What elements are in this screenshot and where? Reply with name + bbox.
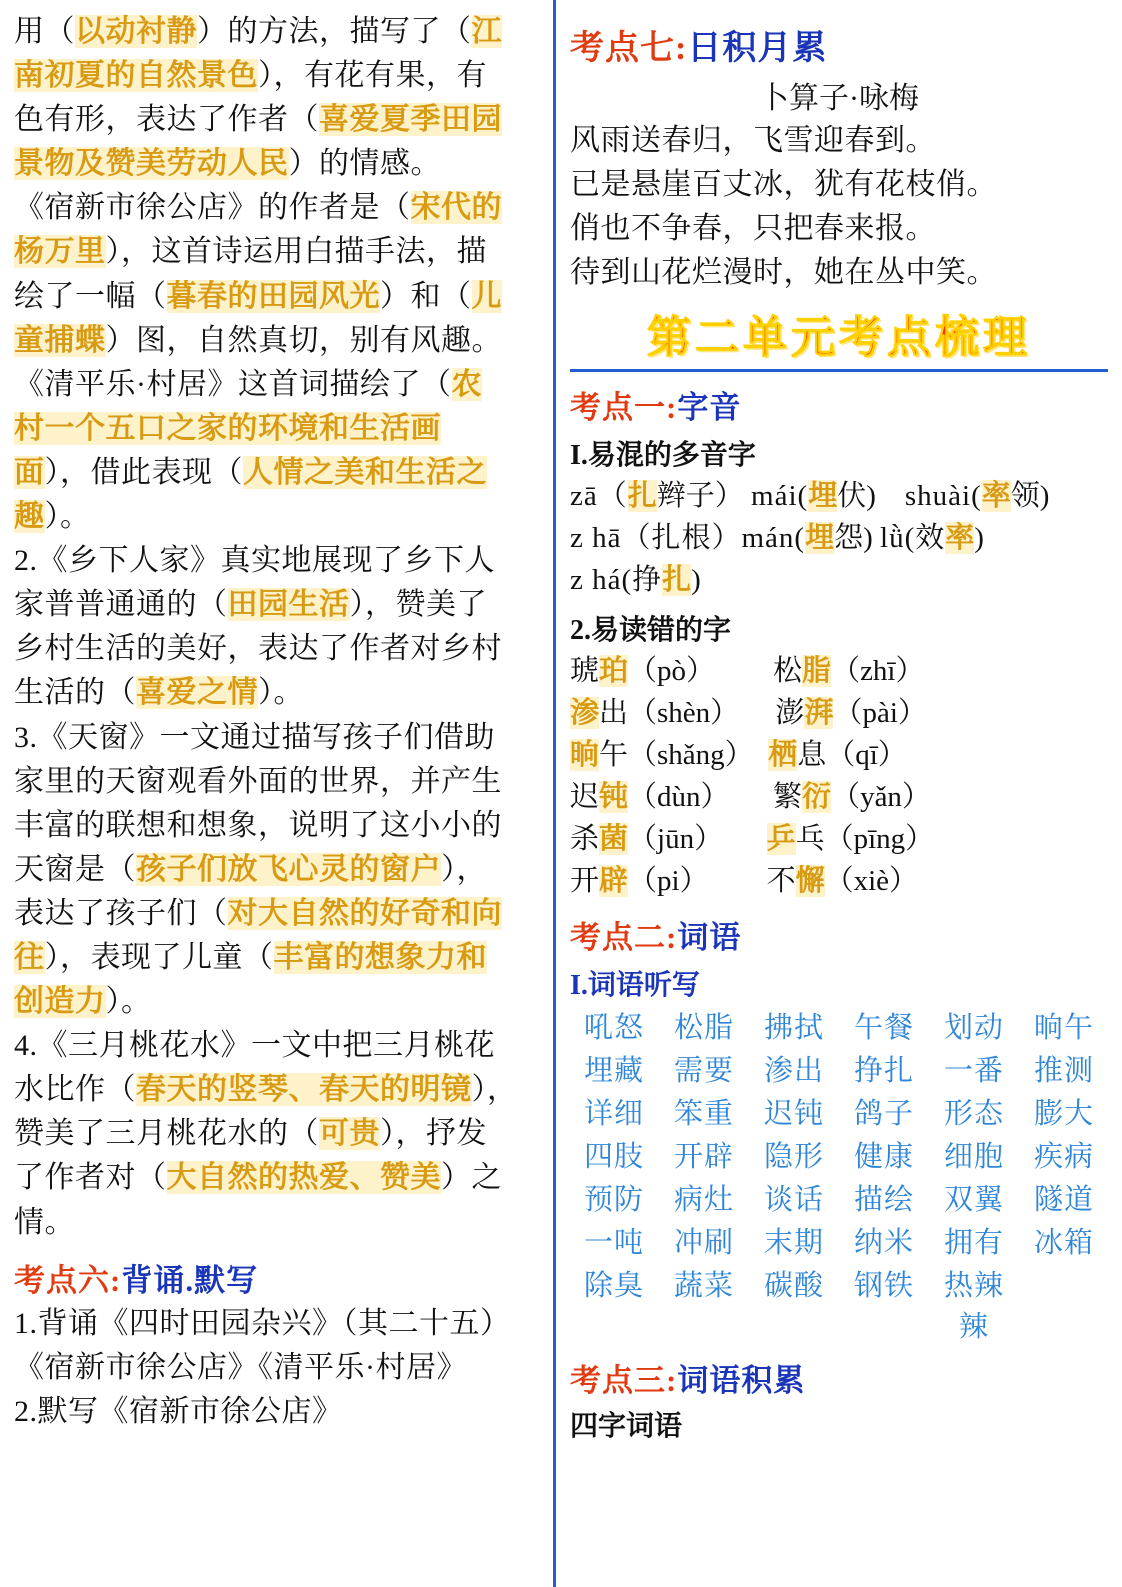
word-item: 隐形	[763, 1140, 824, 1173]
word-item: 挣扎	[853, 1054, 914, 1087]
heading2-prefix: 考点二:	[570, 919, 678, 955]
word-item: 迟钝	[763, 1097, 824, 1130]
char-row: 晌午（shǎng） 栖息（qī）	[570, 738, 907, 771]
right-column	[556, 0, 1122, 1587]
body-line: 创造力）。	[14, 985, 152, 1019]
section-heading-3	[570, 1355, 1108, 1400]
poem-title: 卜算子·咏梅	[759, 82, 919, 115]
subheading-tingxie: I.词语听写	[570, 969, 700, 1001]
section-heading-1	[570, 382, 1108, 427]
body-line: 往），表现了儿童（丰富的想象力和	[14, 940, 487, 974]
body-line: 《宿新市徐公店》的作者是（宋代的	[14, 191, 502, 225]
word-item: 双翼	[943, 1183, 1004, 1216]
word-item: 晌午	[1033, 1011, 1094, 1044]
word-item: 推测	[1033, 1054, 1094, 1087]
body-line: 童捕蝶）图，自然真切，别有风趣。	[14, 323, 502, 357]
body-line: 用（以动衬静）的方法，描写了（江	[14, 15, 502, 48]
word-item: 形态	[943, 1097, 1004, 1130]
body-line: 表达了孩子们（对大自然的好奇和向	[14, 896, 502, 930]
word-item: 冰箱	[1033, 1226, 1094, 1259]
word-item: 四肢	[583, 1140, 644, 1173]
body-line: 了作者对（大自然的热爱、赞美）之	[14, 1161, 502, 1195]
word-item: 松脂	[673, 1011, 734, 1044]
body-line: 家普普通通的（田园生活），赞美了	[14, 588, 487, 622]
body-line: 丰富的联想和想象，说明了这小小的	[14, 808, 502, 842]
section-heading-6	[14, 1255, 539, 1300]
body-line: 情。	[14, 1205, 75, 1239]
poem-line: 待到山花烂漫时，她在丛中笑。	[570, 256, 997, 290]
char-row: 开辟（pi） 不懈（xiè）	[570, 864, 919, 897]
pinyin-row: zā（扎辫子） mái(埋伏) shuài(率领)	[570, 480, 1050, 513]
word-item: 病灶	[673, 1183, 734, 1216]
heading3-prefix: 考点三:	[570, 1362, 678, 1398]
heading7-title: 日积月累	[687, 30, 828, 67]
body-line: 绘了一幅（暮春的田园风光）和（儿	[14, 279, 502, 313]
word-item: 鸽子	[853, 1097, 914, 1130]
body-line: 家里的天窗观看外面的世界，并产生	[14, 764, 502, 798]
word-item: 开辟	[673, 1140, 734, 1173]
word-item: 笨重	[673, 1097, 734, 1130]
word-item: 碳酸	[763, 1269, 824, 1302]
heading6-prefix: 考点六:	[14, 1262, 122, 1298]
heading1-title: 字音	[677, 390, 742, 426]
word-item: 健康	[853, 1140, 914, 1173]
word-item: 谈话	[763, 1183, 824, 1216]
body-line: 赞美了三月桃花水的（可贵），抒发	[14, 1117, 487, 1151]
word-item: 末期	[763, 1226, 824, 1259]
word-item: 渗出	[763, 1054, 824, 1087]
word-item: 午餐	[853, 1011, 914, 1044]
word-item: 划动	[943, 1011, 1004, 1044]
divider	[570, 369, 1108, 372]
recite-line: 《宿新市徐公店》《清平乐·村居》	[14, 1350, 467, 1384]
body-line: 色有形，表达了作者（喜爱夏季田园	[14, 103, 502, 137]
poem-line: 已是悬崖百丈冰，犹有花枝俏。	[570, 168, 997, 202]
pinyin-row: z há(挣扎)	[570, 564, 701, 597]
body-line: 4.《三月桃花水》一文中把三月桃花	[14, 1029, 495, 1063]
word-item: 热辣辣	[943, 1269, 1004, 1343]
body-line: 乡村生活的美好，表达了作者对乡村	[14, 632, 502, 666]
word-item: 描绘	[853, 1183, 914, 1216]
body-line: 景物及赞美劳动人民）的情感。	[14, 147, 441, 181]
body-line: 村一个五口之家的环境和生活画	[14, 411, 441, 445]
left-column	[0, 0, 556, 1587]
pinyin-row: z hā（扎根）mán(埋怨) lǜ(效率)	[570, 522, 984, 555]
body-line: 南初夏的自然景色），有花有果，有	[14, 59, 487, 93]
word-item: 吼怒	[583, 1011, 644, 1044]
subheading-yiducuo: 2.易读错的字	[570, 614, 732, 646]
word-item: 一番	[943, 1054, 1004, 1087]
recite-line: 2.默写《宿新市徐公店》	[14, 1394, 343, 1428]
word-item: 纳米	[853, 1226, 914, 1259]
word-item: 钢铁	[853, 1269, 914, 1302]
word-list	[570, 1005, 1108, 1345]
heading2-title: 词语	[677, 919, 742, 955]
word-item: 详细	[583, 1097, 644, 1130]
word-item: 膨大	[1033, 1097, 1094, 1130]
word-item: 除臭	[583, 1269, 644, 1302]
body-line: 2.《乡下人家》真实地展现了乡下人	[14, 544, 495, 578]
word-item: 蔬菜	[673, 1269, 734, 1302]
subheading-duoyinzi: I.易混的多音字	[570, 440, 756, 472]
heading7-prefix: 考点七:	[570, 30, 688, 67]
body-line: 《清平乐·村居》这首词描绘了（农	[14, 367, 482, 401]
heading3-title: 词语积累	[677, 1362, 806, 1398]
poem-line: 风雨送春归，飞雪迎春到。	[570, 124, 936, 157]
char-row: 迟钝（dùn） 繁衍（yǎn）	[570, 780, 931, 813]
body-line: 面），借此表现（人情之美和生活之	[14, 455, 487, 489]
body-line: 生活的（喜爱之情）。	[14, 676, 304, 710]
word-item: 拂拭	[763, 1011, 824, 1044]
body-line: 天窗是（孩子们放飞心灵的窗户），	[14, 852, 487, 886]
word-item: 细胞	[943, 1140, 1004, 1173]
section-heading-2	[570, 912, 1108, 957]
word-item: 拥有	[943, 1226, 1004, 1259]
char-row: 渗出（shèn） 澎湃（pài）	[570, 696, 927, 729]
body-line: 杨万里），这首诗运用白描手法，描	[14, 235, 487, 269]
word-item: 一吨	[583, 1226, 644, 1259]
word-item: 预防	[583, 1183, 644, 1216]
body-line: 趣）。	[14, 500, 91, 534]
char-row: 琥珀（pò） 松脂（zhī）	[570, 654, 925, 687]
poem-line: 俏也不争春，只把春来报。	[570, 212, 936, 246]
body-line: 水比作（春天的竖琴、春天的明镜），	[14, 1073, 518, 1107]
four-char-label: 四字词语	[570, 1410, 683, 1442]
word-item: 隧道	[1033, 1183, 1094, 1216]
recite-line: 1.背诵《四时田园杂兴》（其二十五）	[14, 1306, 511, 1340]
word-item: 埋藏	[583, 1054, 644, 1087]
section-heading-7	[570, 20, 1108, 69]
word-item: 需要	[673, 1054, 734, 1087]
word-item: 冲刷	[673, 1226, 734, 1259]
heading1-prefix: 考点一:	[570, 390, 678, 426]
unit-banner: 第二单元考点梳理	[647, 313, 1031, 363]
heading6-title: 背诵.默写	[121, 1262, 259, 1298]
body-line: 3.《天窗》一文通过描写孩子们借助	[14, 720, 495, 754]
word-item: 疾病	[1033, 1140, 1094, 1173]
char-row: 杀菌（jūn） 乒乓（pīng）	[570, 822, 935, 855]
